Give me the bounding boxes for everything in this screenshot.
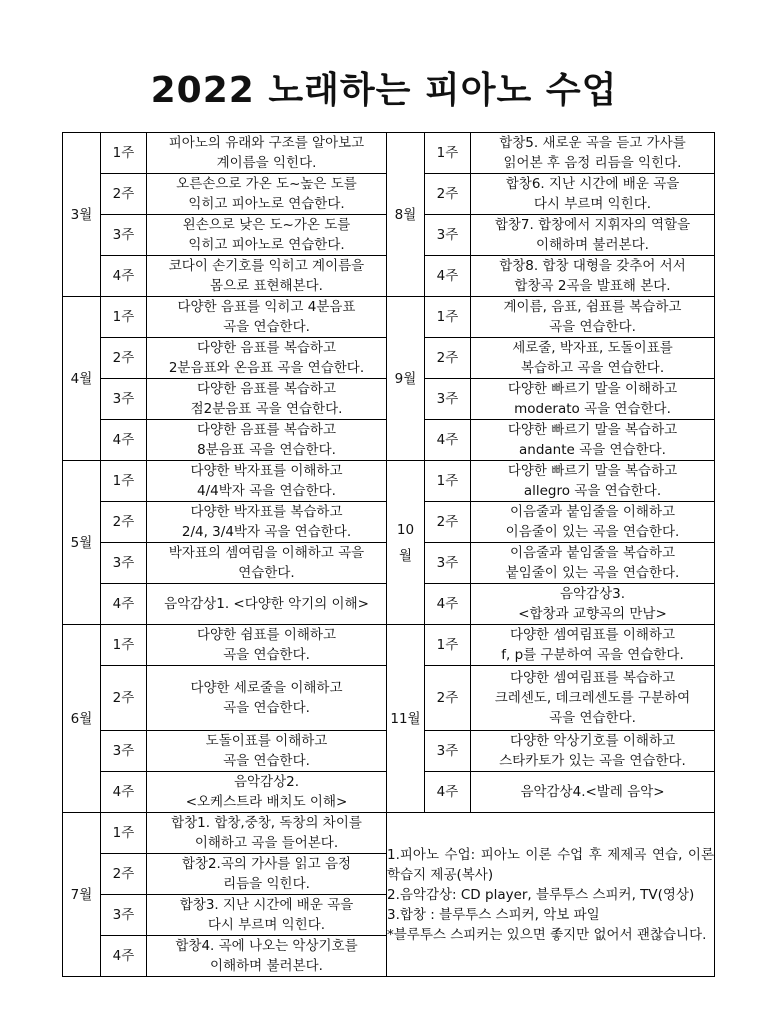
lesson-cell	[147, 625, 387, 666]
week-cell: 3주	[101, 543, 147, 584]
lesson-text-line: 복습하고 곡을 연습한다.	[520, 360, 665, 376]
lesson-text-line: 계이름, 음표, 쉼표를 복습하고	[503, 299, 682, 315]
lesson-text-line: 다양한 음표를 익히고 4분음표	[177, 299, 356, 315]
lesson-text-line: 다시 부르며 익힌다.	[207, 917, 326, 933]
month-cell: 4월	[63, 297, 101, 461]
week-cell: 2주	[101, 338, 147, 379]
lesson-cell	[471, 666, 715, 731]
lesson-text-line: 다양한 셈여림표를 이해하고	[509, 627, 676, 643]
lesson-cell	[471, 174, 715, 215]
lesson-text-line: 박자표의 셈여림을 이해하고 곡을	[168, 545, 365, 561]
lesson-text-line: 다시 부르며 익힌다.	[533, 196, 652, 212]
page-title: 2022 노래하는 피아노 수업	[150, 70, 618, 111]
lesson-text-line: 8분음표 곡을 연습한다.	[197, 442, 336, 458]
lesson-text-line: 점2분음표 곡을 연습한다.	[190, 401, 343, 417]
week-cell: 1주	[425, 133, 471, 174]
lesson-text-line: 이음줄과 붙임줄을 이해하고	[509, 504, 676, 520]
lesson-text-line: 리듬을 익힌다.	[223, 876, 310, 892]
lesson-schedule-table	[62, 132, 715, 977]
lesson-text-line: 읽어본 후 음정 리듬을 익힌다.	[503, 155, 682, 171]
table-row	[63, 813, 715, 854]
week-cell: 1주	[101, 297, 147, 338]
lesson-text-line: 합창곡 2곡을 발표해 본다.	[514, 278, 671, 294]
lesson-text-line: 다양한 음표를 복습하고	[197, 381, 336, 397]
lesson-cell	[471, 502, 715, 543]
lesson-text-line: 피아노의 유래와 구조를 알아보고	[168, 135, 365, 151]
week-cell: 2주	[425, 338, 471, 379]
lesson-text-line: 계이름을 익힌다.	[216, 155, 317, 171]
table-row	[63, 297, 715, 338]
lesson-text-line: 다양한 음표를 복습하고	[197, 340, 336, 356]
lesson-text-line: 합창3. 지난 시간에 배운 곡을	[179, 897, 354, 913]
lesson-text-line: f, p를 구분하여 곡을 연습한다.	[501, 647, 684, 663]
lesson-text-line: 곡을 연습한다.	[223, 319, 310, 335]
week-cell: 3주	[425, 543, 471, 584]
lesson-cell	[471, 215, 715, 256]
lesson-cell	[147, 379, 387, 420]
lesson-text-line: 합창7. 합창에서 지휘자의 역할을	[494, 217, 691, 233]
lesson-text-line: 왼손으로 낮은 도~가온 도를	[182, 217, 351, 233]
lesson-cell	[147, 895, 387, 936]
month-cell: 10월	[387, 461, 425, 625]
week-cell: 3주	[101, 731, 147, 772]
lesson-cell	[147, 297, 387, 338]
table-row	[63, 133, 715, 174]
lesson-text-line: <오케스트라 배치도 이해>	[185, 794, 348, 810]
lesson-cell	[147, 731, 387, 772]
lesson-text-line: andante 곡을 연습한다.	[519, 442, 666, 458]
week-cell: 2주	[425, 502, 471, 543]
note-line: 1.피아노 수업: 피아노 이론 수업 후 제제곡 연습, 이론 학습지 제공(복사)	[387, 846, 714, 883]
lesson-cell	[147, 666, 387, 731]
lesson-text-line: 4/4박자 곡을 연습한다.	[197, 483, 336, 499]
lesson-text-line: 곡을 연습한다.	[223, 700, 310, 716]
lesson-text-line: 익히고 피아노로 연습한다.	[188, 237, 345, 253]
week-cell: 4주	[425, 772, 471, 813]
lesson-cell	[147, 854, 387, 895]
lesson-cell	[147, 133, 387, 174]
lesson-cell	[147, 772, 387, 813]
lesson-text-line: 곡을 연습한다.	[223, 647, 310, 663]
lesson-text-line: 합창5. 새로운 곡을 듣고 가사를	[499, 135, 686, 151]
month-cell: 8월	[387, 133, 425, 297]
lesson-text-line: 다양한 빠르기 말을 복습하고	[507, 422, 678, 438]
lesson-text-line: 2분음표와 온음표 곡을 연습한다.	[168, 360, 365, 376]
lesson-cell	[147, 338, 387, 379]
lesson-cell	[471, 584, 715, 625]
lesson-text-line: 오른손으로 가온 도~높은 도를	[176, 176, 357, 192]
lesson-text-line: 붙임줄이 있는 곡을 연습한다.	[505, 565, 680, 581]
week-cell: 2주	[101, 174, 147, 215]
week-cell: 2주	[101, 502, 147, 543]
lesson-text-line: 다양한 셈여림표를 복습하고	[509, 670, 676, 686]
lesson-cell	[147, 420, 387, 461]
lesson-text-line: 다양한 빠르기 말을 복습하고	[507, 463, 678, 479]
lesson-cell	[147, 461, 387, 502]
lesson-text-line: 다양한 음표를 복습하고	[197, 422, 336, 438]
week-cell: 2주	[425, 174, 471, 215]
lesson-cell	[471, 338, 715, 379]
lesson-cell	[147, 502, 387, 543]
lesson-cell	[471, 625, 715, 666]
lesson-cell	[471, 543, 715, 584]
week-cell: 4주	[425, 256, 471, 297]
lesson-text-line: 도돌이표를 이해하고	[205, 733, 328, 749]
lesson-cell	[147, 256, 387, 297]
lesson-text-line: 스타카토가 있는 곡을 연습한다.	[499, 753, 686, 769]
lesson-cell	[471, 461, 715, 502]
note-line: *블루투스 스피커는 있으면 좋지만 없어서 괜찮습니다.	[387, 926, 707, 943]
lesson-text-line: 음악감상4.<발레 음악>	[520, 784, 665, 800]
week-cell: 2주	[101, 666, 147, 731]
week-cell: 2주	[425, 666, 471, 731]
lesson-text-line: 음악감상3.	[559, 586, 626, 602]
lesson-text-line: 다양한 빠르기 말을 이해하고	[507, 381, 678, 397]
lesson-text-line: 다양한 악상기호를 이해하고	[509, 733, 676, 749]
lesson-text-line: 합창8. 합창 대형을 갖추어 서서	[499, 258, 686, 274]
month-cell: 3월	[63, 133, 101, 297]
month-cell: 5월	[63, 461, 101, 625]
lesson-cell	[471, 297, 715, 338]
week-cell: 3주	[425, 215, 471, 256]
lesson-text-line: 합창2.곡의 가사를 읽고 음정	[181, 856, 352, 872]
week-cell: 4주	[101, 772, 147, 813]
table-row	[63, 461, 715, 502]
lesson-cell	[147, 543, 387, 584]
lesson-cell	[147, 813, 387, 854]
week-cell: 1주	[101, 813, 147, 854]
week-cell: 1주	[101, 461, 147, 502]
lesson-text-line: 코다이 손기호를 익히고 계이름을	[168, 258, 365, 274]
week-cell: 3주	[425, 379, 471, 420]
month-cell: 7월	[63, 813, 101, 977]
week-cell: 3주	[101, 379, 147, 420]
table-row	[63, 625, 715, 666]
lesson-text-line: allegro 곡을 연습한다.	[523, 483, 662, 499]
lesson-cell	[471, 731, 715, 772]
lesson-cell	[147, 174, 387, 215]
lesson-text-line: 합창4. 곡에 나오는 악상기호를	[175, 938, 358, 954]
materials-notes	[387, 813, 715, 977]
lesson-text-line: 이음줄이 있는 곡을 연습한다.	[505, 524, 680, 540]
lesson-text-line: 다양한 박자표를 이해하고	[190, 463, 343, 479]
lesson-text-line: 음악감상1. <다양한 악기의 이해>	[164, 596, 369, 612]
lesson-text-line: 세로줄, 박자표, 도돌이표를	[512, 340, 673, 356]
week-cell: 1주	[425, 625, 471, 666]
lesson-text-line: 크레센도, 데크레센도를 구분하여	[494, 690, 691, 706]
week-cell: 1주	[101, 133, 147, 174]
lesson-cell	[147, 215, 387, 256]
lesson-text-line: 이해하고 곡을 들어본다.	[194, 835, 339, 851]
lesson-text-line: 다양한 쉼표를 이해하고	[197, 627, 336, 643]
note-line: 2.음악감상: CD player, 블루투스 스피커, TV(영상)	[387, 886, 695, 903]
week-cell: 1주	[425, 461, 471, 502]
week-cell: 2주	[101, 854, 147, 895]
lesson-text-line: 이해하며 불러본다.	[210, 958, 323, 974]
week-cell: 3주	[101, 215, 147, 256]
lesson-cell	[471, 420, 715, 461]
week-cell: 4주	[425, 420, 471, 461]
month-cell: 6월	[63, 625, 101, 813]
lesson-text-line: 이해하며 불러본다.	[536, 237, 649, 253]
lesson-text-line: 2/4, 3/4박자 곡을 연습한다.	[181, 524, 352, 540]
lesson-text-line: <합창과 교향곡의 만남>	[518, 606, 667, 622]
week-cell: 1주	[101, 625, 147, 666]
lesson-text-line: 연습한다.	[238, 565, 295, 581]
lesson-cell	[147, 936, 387, 977]
lesson-text-line: 곡을 연습한다.	[223, 753, 310, 769]
lesson-text-line: 합창1. 합창,중창, 독창의 차이를	[171, 815, 362, 831]
note-line: 3.합창 : 블루투스 스피커, 악보 파일	[387, 906, 600, 923]
lesson-text-line: moderato 곡을 연습한다.	[514, 401, 671, 417]
week-cell: 4주	[101, 420, 147, 461]
lesson-cell	[471, 772, 715, 813]
lesson-text-line: 합창6. 지난 시간에 배운 곡을	[505, 176, 680, 192]
lesson-text-line: 몸으로 표현해본다.	[210, 278, 323, 294]
lesson-text-line: 다양한 세로줄을 이해하고	[190, 680, 343, 696]
lesson-text-line: 곡을 연습한다.	[549, 710, 636, 726]
lesson-text-line: 이음줄과 붙임줄을 복습하고	[509, 545, 676, 561]
lesson-text-line: 음악감상2.	[233, 774, 300, 790]
week-cell: 4주	[101, 256, 147, 297]
week-cell: 4주	[101, 584, 147, 625]
week-cell: 4주	[101, 936, 147, 977]
lesson-cell	[471, 379, 715, 420]
week-cell: 1주	[425, 297, 471, 338]
lesson-cell	[471, 133, 715, 174]
month-cell: 11월	[387, 625, 425, 813]
week-cell: 3주	[101, 895, 147, 936]
lesson-cell	[147, 584, 387, 625]
lesson-text-line: 익히고 피아노로 연습한다.	[188, 196, 345, 212]
week-cell: 3주	[425, 731, 471, 772]
lesson-cell	[471, 256, 715, 297]
lesson-text-line: 다양한 박자표를 복습하고	[190, 504, 343, 520]
week-cell: 4주	[425, 584, 471, 625]
lesson-text-line: 곡을 연습한다.	[549, 319, 636, 335]
month-cell: 9월	[387, 297, 425, 461]
